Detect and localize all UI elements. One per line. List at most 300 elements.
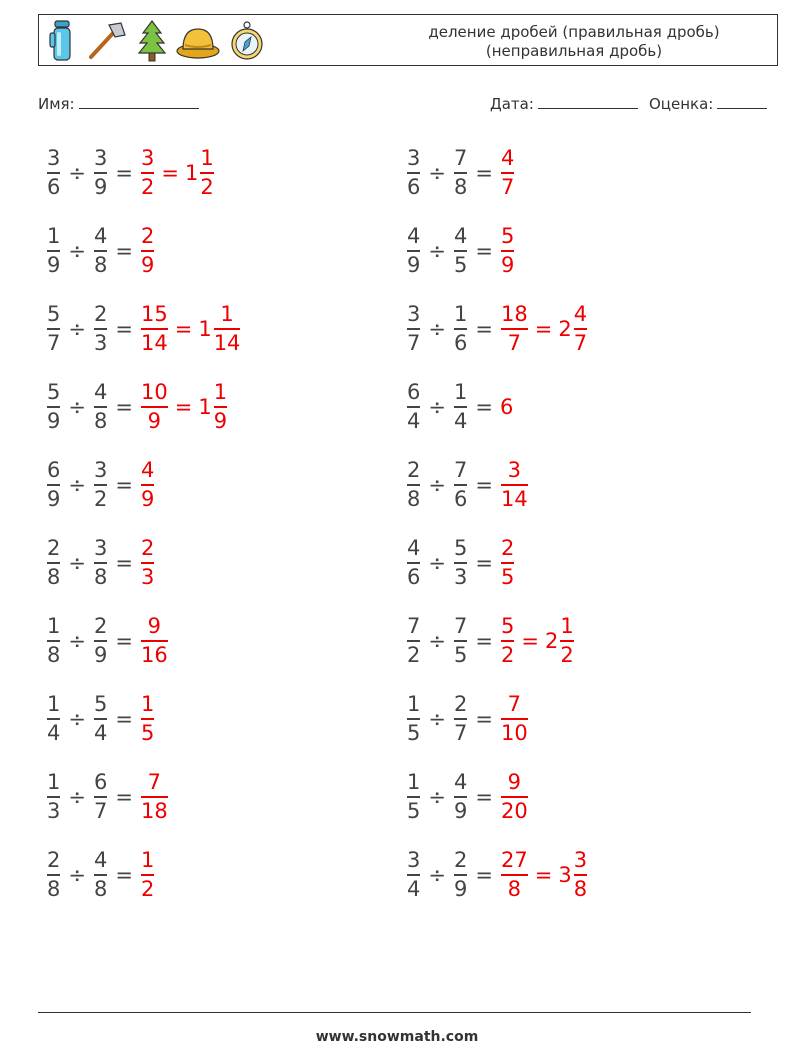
numerator: 2 — [47, 536, 61, 561]
divide-sign: ÷ — [428, 551, 446, 575]
answer-fraction — [501, 770, 528, 824]
mixed-fraction — [574, 302, 587, 356]
answer-fraction — [141, 302, 168, 356]
divide-sign: ÷ — [68, 629, 86, 653]
divide-sign: ÷ — [68, 551, 86, 575]
denominator: 2 — [500, 642, 515, 667]
problem-item — [406, 689, 529, 749]
denominator: 7 — [507, 330, 522, 355]
problem-item — [406, 455, 529, 515]
fraction-bar — [214, 406, 227, 408]
fraction — [454, 224, 467, 278]
fraction — [94, 302, 107, 356]
worksheet-title — [379, 23, 769, 61]
fraction — [407, 848, 420, 902]
numerator: 2 — [140, 536, 155, 561]
problem-item — [46, 845, 155, 905]
equals-sign: = — [115, 551, 133, 575]
denominator: 8 — [507, 876, 522, 901]
numerator: 15 — [140, 302, 168, 327]
fraction-bar — [501, 874, 528, 876]
denominator: 8 — [93, 408, 108, 433]
equals-sign: = — [115, 395, 133, 419]
answer-fraction — [501, 848, 528, 902]
answer — [500, 614, 575, 668]
fraction-bar — [94, 640, 107, 642]
numerator: 3 — [47, 146, 61, 171]
answer — [500, 395, 513, 419]
fraction-bar — [454, 250, 467, 252]
equals-sign: = — [475, 395, 493, 419]
denominator: 9 — [147, 408, 162, 433]
divide-sign: ÷ — [428, 317, 446, 341]
divide-sign: ÷ — [428, 395, 446, 419]
fraction — [94, 146, 107, 200]
mixed-whole: 1 — [198, 317, 212, 341]
fraction-bar — [141, 172, 154, 174]
denominator: 2 — [200, 174, 214, 199]
fraction-bar — [407, 562, 420, 564]
answer — [140, 302, 241, 356]
footer-divider — [38, 1012, 751, 1013]
numerator: 4 — [93, 848, 108, 873]
numerator: 1 — [140, 692, 155, 717]
numerator: 1 — [407, 692, 421, 717]
denominator: 2 — [93, 486, 108, 511]
denominator: 18 — [140, 798, 168, 823]
numerator: 1 — [47, 770, 61, 795]
denominator: 7 — [573, 330, 588, 355]
fraction-bar — [454, 796, 467, 798]
answer — [500, 224, 515, 278]
equals-sign: = — [475, 785, 493, 809]
answer — [500, 302, 588, 356]
divide-sign: ÷ — [68, 239, 86, 263]
fraction-bar — [574, 874, 587, 876]
date-field[interactable] — [490, 94, 638, 113]
answer-fraction — [501, 692, 528, 746]
denominator: 6 — [47, 174, 61, 199]
divide-sign: ÷ — [68, 785, 86, 809]
numerator: 2 — [407, 458, 421, 483]
fraction-bar — [407, 172, 420, 174]
fraction — [94, 692, 107, 746]
denominator: 6 — [407, 564, 421, 589]
denominator: 3 — [93, 330, 108, 355]
problem-item — [406, 221, 515, 281]
equals-sign: = — [521, 629, 539, 653]
fraction-bar — [141, 796, 168, 798]
fraction — [47, 848, 60, 902]
denominator: 9 — [47, 408, 61, 433]
mixed-fraction — [560, 614, 573, 668]
fraction-bar — [454, 640, 467, 642]
problem-item — [46, 455, 155, 515]
answer-fraction — [141, 536, 154, 590]
answer — [500, 536, 515, 590]
numerator: 1 — [453, 380, 468, 405]
denominator: 3 — [47, 798, 61, 823]
fraction-bar — [407, 328, 420, 330]
divide-sign: ÷ — [428, 863, 446, 887]
denominator: 3 — [453, 564, 468, 589]
fraction — [94, 848, 107, 902]
fraction-bar — [94, 484, 107, 486]
numerator: 4 — [140, 458, 155, 483]
denominator: 4 — [93, 720, 108, 745]
fraction — [47, 224, 60, 278]
fraction-bar — [407, 640, 420, 642]
numerator: 1 — [560, 614, 574, 639]
equals-sign: = — [115, 161, 133, 185]
numerator: 2 — [47, 848, 61, 873]
fraction-bar — [141, 640, 168, 642]
numerator: 3 — [407, 302, 421, 327]
divide-sign: ÷ — [428, 785, 446, 809]
fraction-bar — [407, 796, 420, 798]
fraction-bar — [94, 874, 107, 876]
numerator: 5 — [93, 692, 108, 717]
answer-fraction — [141, 614, 168, 668]
mixed-whole: 1 — [184, 161, 199, 185]
denominator: 9 — [453, 798, 468, 823]
date-line[interactable] — [538, 94, 638, 109]
answer-fraction — [141, 692, 154, 746]
name-line[interactable] — [79, 94, 199, 109]
answer — [140, 848, 155, 902]
fraction-bar — [214, 328, 241, 330]
problem-item — [406, 143, 515, 203]
fraction-bar — [141, 484, 154, 486]
fraction — [407, 458, 420, 512]
title-line-2: (неправильная дробь) — [485, 42, 663, 60]
problem-item — [46, 533, 155, 593]
fraction-bar — [47, 172, 60, 174]
fraction — [47, 302, 60, 356]
problem-item — [46, 299, 241, 359]
divide-sign: ÷ — [428, 707, 446, 731]
equals-sign: = — [475, 551, 493, 575]
fraction — [454, 146, 467, 200]
mixed-whole: 1 — [198, 395, 212, 419]
fraction — [94, 770, 107, 824]
fraction-bar — [501, 562, 514, 564]
numerator: 3 — [407, 848, 421, 873]
denominator: 8 — [47, 564, 61, 589]
fraction-bar — [47, 640, 60, 642]
answer-fraction — [141, 848, 154, 902]
fraction — [407, 536, 420, 590]
equals-sign: = — [475, 239, 493, 263]
fraction-bar — [454, 718, 467, 720]
numerator: 2 — [93, 614, 108, 639]
equals-sign: = — [115, 785, 133, 809]
fraction-bar — [454, 328, 467, 330]
denominator: 6 — [453, 330, 468, 355]
score-line[interactable] — [717, 94, 767, 109]
numerator: 5 — [500, 224, 515, 249]
denominator: 2 — [140, 174, 155, 199]
answer — [500, 692, 529, 746]
fraction-bar — [454, 562, 467, 564]
answer-fraction — [501, 302, 528, 356]
divide-sign: ÷ — [68, 473, 86, 497]
denominator: 5 — [140, 720, 155, 745]
fraction — [47, 692, 60, 746]
fraction — [454, 458, 467, 512]
denominator: 7 — [93, 798, 108, 823]
numerator: 3 — [507, 458, 522, 483]
numerator: 1 — [220, 302, 234, 327]
numerator: 18 — [500, 302, 528, 327]
answer — [140, 380, 228, 434]
fraction-bar — [94, 328, 107, 330]
equals-sign: = — [174, 317, 193, 341]
denominator: 14 — [140, 330, 168, 355]
denominator: 4 — [453, 408, 468, 433]
answer — [500, 458, 529, 512]
equals-sign: = — [534, 317, 553, 341]
fraction — [454, 536, 467, 590]
header-box — [38, 14, 778, 66]
fraction — [407, 770, 420, 824]
mixed-whole: 3 — [558, 863, 572, 887]
denominator: 8 — [93, 876, 108, 901]
problem-item — [46, 767, 169, 827]
fraction-bar — [454, 172, 467, 174]
fraction-bar — [141, 406, 168, 408]
fraction-bar — [407, 718, 420, 720]
thermos-icon — [47, 19, 77, 63]
denominator: 9 — [140, 486, 155, 511]
numerator: 27 — [500, 848, 528, 873]
fraction — [454, 848, 467, 902]
fraction — [454, 614, 467, 668]
footer-url: www.snowmath.com — [315, 1029, 479, 1045]
equals-sign: = — [174, 395, 193, 419]
fraction-bar — [574, 328, 587, 330]
divide-sign: ÷ — [68, 161, 86, 185]
denominator: 9 — [93, 642, 108, 667]
fraction — [454, 770, 467, 824]
fraction-bar — [94, 796, 107, 798]
denominator: 8 — [47, 876, 61, 901]
answer-fraction — [501, 458, 528, 512]
problem-item — [406, 845, 588, 905]
fraction — [454, 380, 467, 434]
mixed-whole: 2 — [558, 317, 572, 341]
fraction — [407, 692, 420, 746]
fraction-bar — [501, 796, 528, 798]
fraction — [94, 224, 107, 278]
problem-item — [46, 611, 169, 671]
denominator: 7 — [407, 330, 421, 355]
equals-sign: = — [475, 629, 493, 653]
problem-item — [406, 767, 529, 827]
fraction — [407, 302, 420, 356]
divide-sign: ÷ — [428, 629, 446, 653]
answer — [500, 770, 529, 824]
denominator: 9 — [93, 174, 108, 199]
fraction-bar — [47, 562, 60, 564]
equals-sign: = — [115, 239, 133, 263]
denominator: 4 — [47, 720, 61, 745]
fraction-bar — [94, 718, 107, 720]
numerator: 4 — [93, 380, 108, 405]
fraction-bar — [141, 562, 154, 564]
answer — [500, 848, 588, 902]
equals-sign: = — [475, 707, 493, 731]
numerator: 7 — [453, 614, 468, 639]
fraction — [47, 458, 60, 512]
denominator: 8 — [573, 876, 588, 901]
denominator: 5 — [500, 564, 515, 589]
numerator: 7 — [147, 770, 162, 795]
answer-fraction — [501, 224, 514, 278]
equals-sign: = — [115, 707, 133, 731]
fraction-bar — [47, 406, 60, 408]
equals-sign: = — [534, 863, 553, 887]
denominator: 8 — [93, 252, 108, 277]
answer — [140, 536, 155, 590]
fraction-bar — [407, 484, 420, 486]
header-icons — [47, 19, 267, 63]
answer-fraction — [141, 146, 154, 200]
fraction-bar — [454, 406, 467, 408]
fraction-bar — [501, 718, 528, 720]
denominator: 9 — [407, 252, 421, 277]
numerator: 1 — [453, 302, 468, 327]
numerator: 2 — [93, 302, 108, 327]
numerator: 5 — [47, 302, 61, 327]
numerator: 7 — [407, 614, 421, 639]
numerator: 1 — [213, 380, 228, 405]
fraction-bar — [501, 172, 514, 174]
numerator: 3 — [140, 146, 155, 171]
fraction-bar — [47, 250, 60, 252]
denominator: 9 — [140, 252, 155, 277]
numerator: 7 — [453, 146, 468, 171]
numerator: 3 — [93, 146, 108, 171]
fraction — [47, 770, 60, 824]
fraction-bar — [501, 640, 514, 642]
denominator: 5 — [407, 798, 421, 823]
numerator: 2 — [500, 536, 515, 561]
equals-sign: = — [475, 863, 493, 887]
fraction-bar — [141, 874, 154, 876]
numerator: 4 — [500, 146, 515, 171]
answer-fraction — [501, 146, 514, 200]
equals-sign: = — [115, 473, 133, 497]
answer — [500, 146, 515, 200]
score-field[interactable] — [649, 94, 767, 113]
name-field[interactable] — [38, 94, 199, 113]
fraction — [47, 146, 60, 200]
numerator: 1 — [47, 692, 61, 717]
divide-sign: ÷ — [68, 395, 86, 419]
problem-item — [46, 689, 155, 749]
mixed-fraction — [214, 380, 227, 434]
answer-fraction — [141, 770, 168, 824]
denominator: 2 — [560, 642, 574, 667]
score-label: Оценка: — [649, 95, 714, 113]
equals-sign: = — [115, 629, 133, 653]
denominator: 14 — [500, 486, 528, 511]
denominator: 2 — [407, 642, 421, 667]
fraction-bar — [94, 250, 107, 252]
title-line-1: деление дробей (правильная дробь) — [428, 23, 720, 41]
numerator: 1 — [407, 770, 421, 795]
answer-fraction — [501, 614, 514, 668]
fraction-bar — [200, 172, 213, 174]
numerator: 1 — [47, 614, 61, 639]
problem-item — [406, 533, 515, 593]
equals-sign: = — [475, 161, 493, 185]
denominator: 8 — [47, 642, 61, 667]
problem-item — [46, 143, 215, 203]
fraction — [94, 380, 107, 434]
answer-fraction — [141, 224, 154, 278]
fraction — [454, 302, 467, 356]
answer-fraction — [501, 536, 514, 590]
fraction-bar — [454, 874, 467, 876]
numerator: 5 — [47, 380, 61, 405]
equals-sign: = — [475, 317, 493, 341]
numerator: 4 — [93, 224, 108, 249]
denominator: 8 — [93, 564, 108, 589]
fraction — [94, 536, 107, 590]
name-label: Имя: — [38, 95, 75, 113]
answer — [140, 692, 155, 746]
divide-sign: ÷ — [68, 317, 86, 341]
answer — [140, 224, 155, 278]
problem-item — [46, 377, 228, 437]
divide-sign: ÷ — [428, 239, 446, 263]
denominator: 20 — [500, 798, 528, 823]
denominator: 3 — [140, 564, 155, 589]
fraction — [407, 224, 420, 278]
denominator: 16 — [140, 642, 168, 667]
numerator: 4 — [573, 302, 588, 327]
equals-sign: = — [115, 863, 133, 887]
fraction — [94, 458, 107, 512]
numerator: 4 — [407, 536, 421, 561]
numerator: 4 — [453, 770, 468, 795]
denominator: 9 — [453, 876, 468, 901]
date-label: Дата: — [490, 95, 534, 113]
denominator: 7 — [453, 720, 468, 745]
fraction-bar — [407, 874, 420, 876]
mixed-fraction — [214, 302, 241, 356]
denominator: 4 — [407, 408, 421, 433]
equals-sign: = — [475, 473, 493, 497]
answer — [140, 770, 169, 824]
answer-fraction — [141, 380, 168, 434]
fraction-bar — [94, 562, 107, 564]
denominator: 2 — [140, 876, 155, 901]
answer-fraction — [141, 458, 154, 512]
fraction — [407, 380, 420, 434]
denominator: 9 — [47, 486, 61, 511]
numerator: 4 — [453, 224, 468, 249]
problem-item — [406, 611, 575, 671]
fraction — [407, 146, 420, 200]
numerator: 1 — [47, 224, 61, 249]
answer-whole: 6 — [499, 395, 514, 419]
denominator: 9 — [213, 408, 228, 433]
equals-sign: = — [161, 161, 179, 185]
denominator: 4 — [407, 876, 421, 901]
